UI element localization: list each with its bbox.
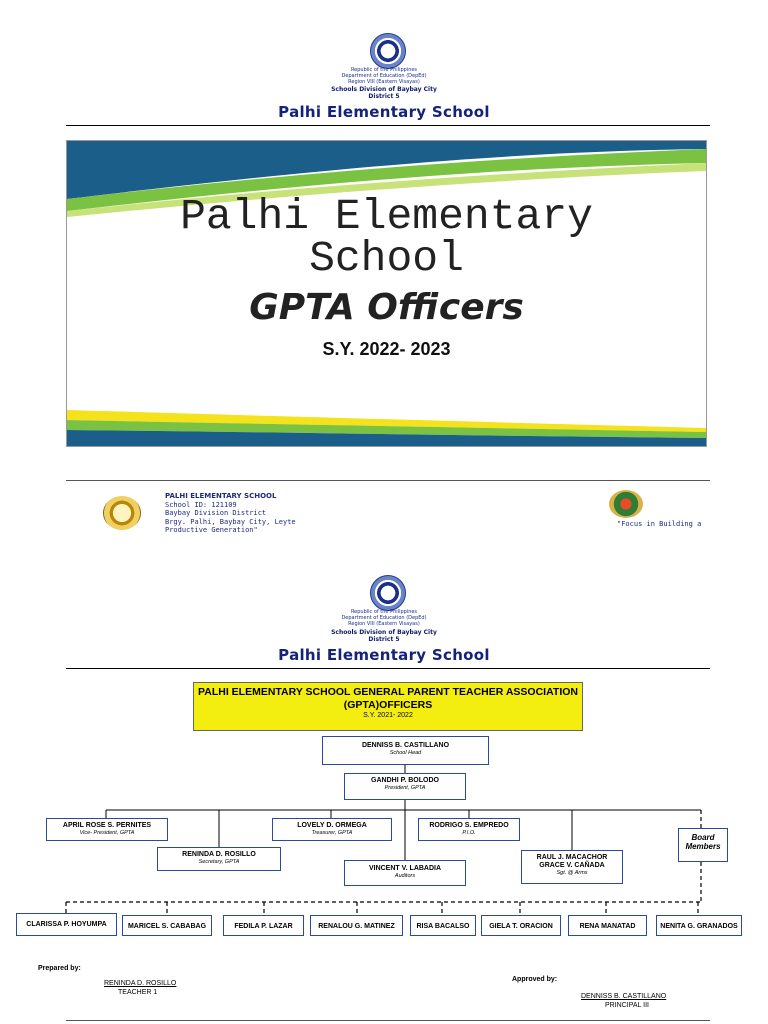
board-member xyxy=(223,915,304,936)
board-member xyxy=(481,915,561,936)
node-role: Treasurer, GPTA xyxy=(311,830,353,836)
node-role: Sgt. @ Arms xyxy=(556,870,588,876)
footer-district: Baybay Division District xyxy=(165,509,267,517)
node-role: Secretary, GPTA xyxy=(198,859,240,865)
board-label-1: Board xyxy=(691,833,715,842)
node-name: DENNISS B. CASTILLANO xyxy=(361,742,450,749)
node-secretary xyxy=(157,847,281,871)
node-name: RODRIGO S. EMPREDO xyxy=(429,822,509,829)
approved-by-name: DENNISS B. CASTILLANO xyxy=(581,993,667,1000)
board-member-name: GIELA T. ORACION xyxy=(489,923,553,930)
node-name: GANDHI P. BOLODO xyxy=(371,777,439,784)
banner-title-line2: School xyxy=(309,234,464,283)
board-member-name: RISA BACALSO xyxy=(416,923,470,930)
board-member-name: CLARISSA P. HOYUMPA xyxy=(26,921,107,928)
letterhead-school-name-2: Palhi Elementary School xyxy=(278,646,490,664)
footer-school-id: School ID: 121109 xyxy=(165,500,237,509)
page-bottom-rule xyxy=(66,1020,710,1021)
org-chart-header xyxy=(193,682,583,731)
node-name: APRIL ROSE S. PERNITES xyxy=(62,822,152,829)
node-auditor xyxy=(344,860,466,886)
node-role: Vice- President, GPTA xyxy=(79,830,135,836)
node-name: VINCENT V. LABADIA xyxy=(368,865,442,872)
board-member xyxy=(16,913,117,936)
node-pio xyxy=(418,818,520,841)
letterhead-division: Schools Division of Baybay City xyxy=(331,86,437,93)
letterhead-region: Region VIII (Eastern Visayas) xyxy=(348,79,420,85)
board-label-2: Members xyxy=(685,842,721,851)
node-school-head xyxy=(322,736,489,765)
approved-by-title: PRINCIPAL III xyxy=(605,1002,649,1009)
board-member xyxy=(310,915,403,936)
node-board-members xyxy=(678,828,728,862)
prepared-by-title: TEACHER 1 xyxy=(118,989,158,996)
prepared-by-name: RENINDA D. ROSILLO xyxy=(104,980,177,987)
letterhead-school-name: Palhi Elementary School xyxy=(278,103,490,121)
board-member xyxy=(122,915,212,936)
node-role: School Head xyxy=(389,750,422,756)
prepared-by-label: Prepared by: xyxy=(38,965,81,972)
node-role: Auditors xyxy=(394,873,416,879)
node-treasurer xyxy=(272,818,392,841)
board-member-name: MARICEL S. CABABAG xyxy=(127,923,207,930)
org-chart-title: PALHI ELEMENTARY SCHOOL GENERAL PARENT TEACHER ASSOCIATION (GPTA)OFFICERS xyxy=(198,686,578,711)
footer-address: Brgy. Palhi, Baybay City, Leyte xyxy=(165,517,296,526)
board-member xyxy=(568,915,647,936)
board-member-name: FEDILA P. LAZAR xyxy=(234,923,293,930)
banner-title-line1: Palhi Elementary xyxy=(180,192,593,241)
node-name-2: GRACE V. CAÑADA xyxy=(539,862,605,869)
letterhead-republic: Republic of the Philippines xyxy=(350,67,418,73)
letterhead-division-2: Schools Division of Baybay City xyxy=(331,629,437,636)
letterhead-district: District 5 xyxy=(368,93,400,100)
footer-school-name: PALHI ELEMENTARY SCHOOL xyxy=(165,492,277,500)
footer-motto-start: "Focus in Building a xyxy=(617,520,702,528)
node-role: President, GPTA xyxy=(384,785,426,791)
board-member xyxy=(656,915,742,936)
node-name: LOVELY D. ORMEGA xyxy=(297,822,367,829)
org-chart-school-year: S.Y. 2021- 2022 xyxy=(363,712,413,719)
node-vice-president xyxy=(46,818,168,841)
footer-motto-end: Productive Generation" xyxy=(165,526,258,534)
letterhead-deped-2: Department of Education (DepEd) xyxy=(341,615,427,621)
letterhead-district-2: District 5 xyxy=(368,636,400,643)
node-role: P.I.O. xyxy=(462,830,476,836)
letterhead-republic-2: Republic of the Philippines xyxy=(350,609,418,615)
banner-school-year: S.Y. 2022- 2023 xyxy=(322,339,451,359)
node-president xyxy=(344,773,466,800)
banner-subtitle: GPTA Officers xyxy=(249,287,524,328)
node-sgt-at-arms xyxy=(521,850,623,884)
board-member-name: RENA MANATAD xyxy=(579,923,636,930)
node-name: RENINDA D. ROSILLO xyxy=(182,851,256,858)
board-member-name: RENALOU G. MATINEZ xyxy=(318,923,395,930)
letterhead-region-2: Region VIII (Eastern Visayas) xyxy=(348,621,420,627)
node-name-1: RAUL J. MACACHOR xyxy=(536,854,608,861)
approved-by-label: Approved by: xyxy=(512,976,558,983)
letterhead-deped: Department of Education (DepEd) xyxy=(341,73,427,79)
board-member xyxy=(410,915,476,936)
board-member-name: NENITA G. GRANADOS xyxy=(660,923,738,930)
